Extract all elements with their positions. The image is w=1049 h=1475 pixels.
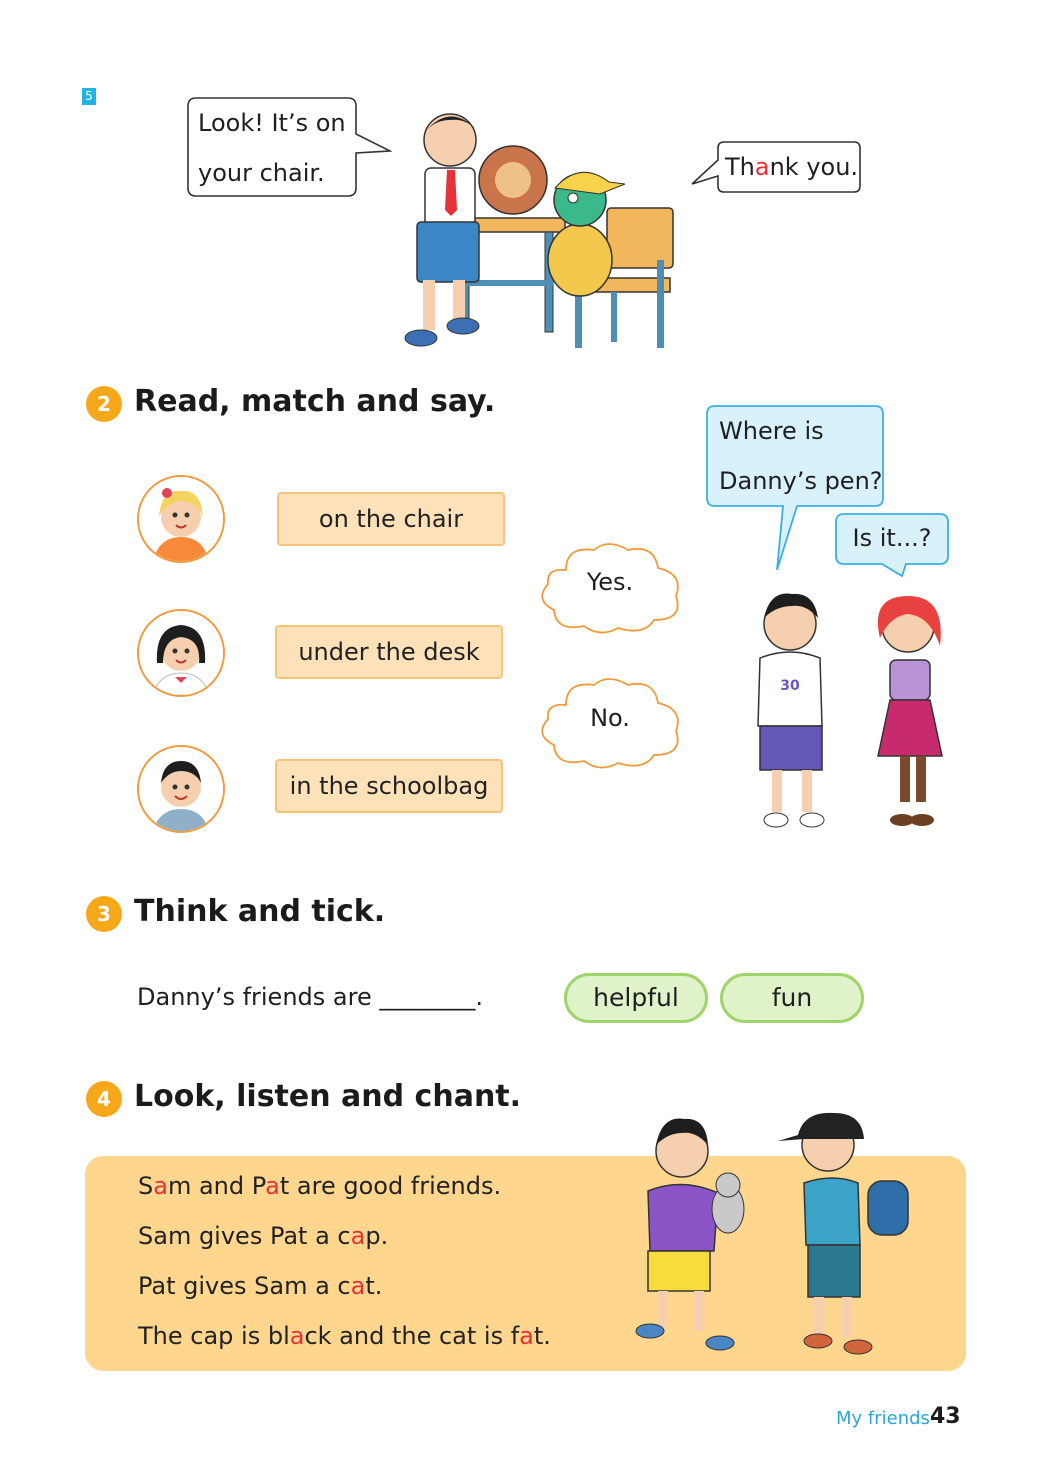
speech-bubble-left-text: [198, 98, 346, 198]
bubble-line: Look! It’s on: [198, 109, 346, 137]
avatar-girl-blonde: [137, 475, 225, 563]
page-marker-badge: 5: [82, 88, 96, 105]
bubble-text-part: Th: [725, 153, 755, 181]
boys-with-cat-illustration: [628, 1105, 918, 1363]
chant-text: The cap is bl: [138, 1322, 290, 1350]
chant-highlight: a: [153, 1172, 168, 1200]
chant-text: m and P: [167, 1172, 266, 1200]
cloud-yes-label: Yes.: [586, 568, 634, 596]
phrase-card[interactable]: under the desk: [275, 625, 503, 679]
section-3-number: 3: [86, 896, 122, 932]
avatar-boy: [137, 745, 225, 833]
two-kids-illustration: [740, 586, 955, 834]
phrase-card[interactable]: on the chair: [277, 492, 505, 546]
speech-bubble-right-text: [725, 150, 858, 184]
chant-line: [138, 1218, 551, 1268]
chant-text: ck and the cat is f: [304, 1322, 520, 1350]
option-helpful[interactable]: helpful: [564, 973, 708, 1023]
section-2-number: 2: [86, 386, 122, 422]
classroom-illustration: [395, 100, 685, 355]
chant-highlight: a: [289, 1322, 305, 1350]
chant-lines: [138, 1168, 551, 1368]
chant-text: Sam gives Pat a c: [138, 1222, 351, 1250]
avatar-girl-dark-hair: [137, 609, 225, 697]
chant-text: p.: [365, 1222, 389, 1250]
chant-text: t.: [533, 1322, 551, 1350]
phrase-card[interactable]: in the schoolbag: [275, 759, 503, 813]
section-4-title: Look, listen and chant.: [134, 1079, 522, 1114]
footer-unit-title: My friends: [836, 1408, 930, 1429]
bubble-line: Where is: [719, 417, 824, 445]
bubble-text-highlight: a: [754, 153, 770, 181]
chant-text: t are good friends.: [279, 1172, 502, 1200]
bubble-line: your chair.: [198, 159, 325, 187]
option-fun[interactable]: fun: [720, 973, 864, 1023]
think-sentence: Danny’s friends are ________.: [137, 983, 483, 1011]
page-number: 43: [930, 1404, 961, 1429]
speech-bubble-small-text: Is it...?: [852, 524, 932, 552]
chant-highlight: a: [265, 1172, 280, 1200]
chant-highlight: a: [350, 1222, 366, 1250]
cloud-no-label: No.: [590, 704, 630, 732]
chant-text: Pat gives Sam a c: [138, 1272, 351, 1300]
svg-text:30: 30: [780, 678, 800, 694]
chant-highlight: a: [519, 1322, 534, 1350]
chant-line: [138, 1318, 551, 1368]
chant-highlight: a: [350, 1272, 366, 1300]
chant-text: t.: [365, 1272, 383, 1300]
speech-bubble-question-text: [719, 406, 883, 506]
bubble-line: Danny’s pen?: [719, 467, 883, 495]
bubble-text-part: nk you.: [769, 153, 859, 181]
chant-line: [138, 1268, 551, 1318]
chant-line: [138, 1168, 551, 1218]
section-3-title: Think and tick.: [134, 894, 386, 929]
section-4-number: 4: [86, 1081, 122, 1117]
chant-text: S: [138, 1172, 154, 1200]
section-2-title: Read, match and say.: [134, 384, 496, 419]
